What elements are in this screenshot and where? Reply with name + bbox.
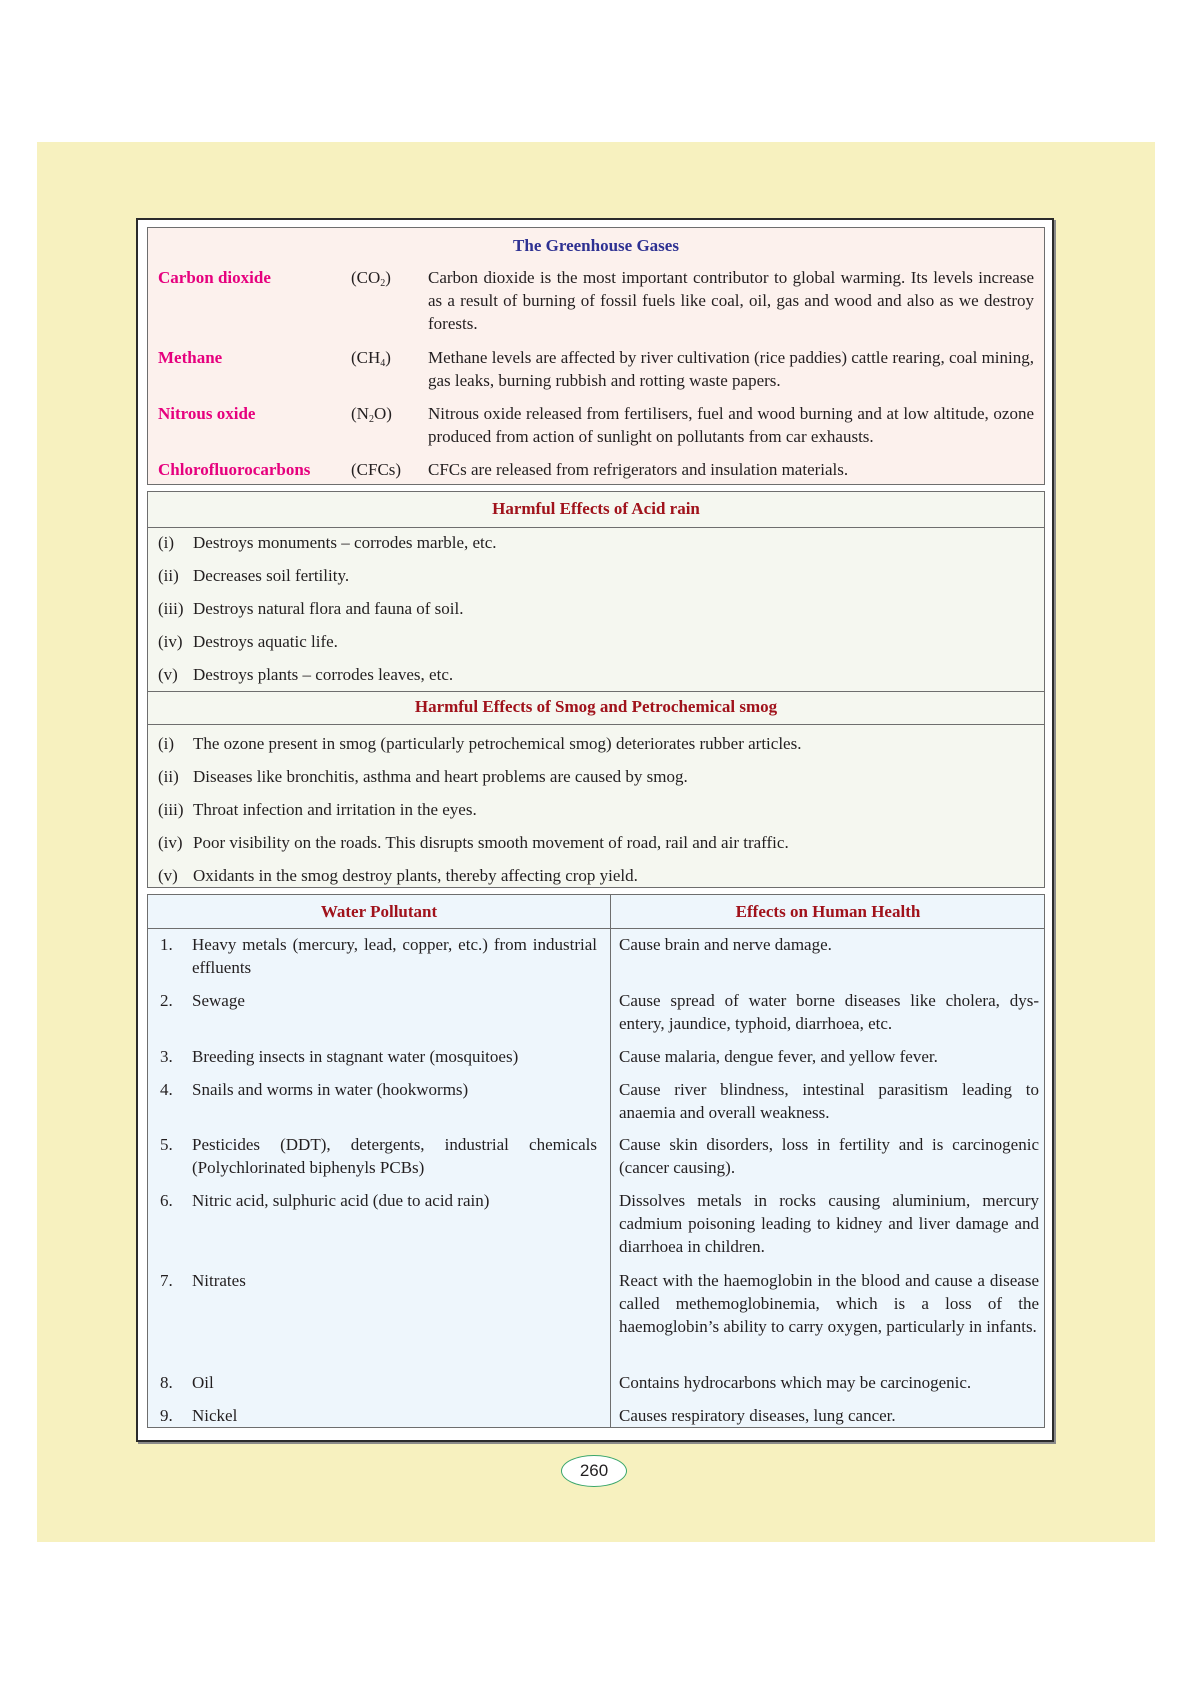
page-number: 260 — [561, 1455, 627, 1487]
pollutant-cell: Sewage — [192, 991, 245, 1010]
gas-formula: $(CH_4)$ — [351, 348, 391, 369]
acid-rain-smog-box — [147, 491, 1045, 888]
acid-rain-item: (v) Destroys plants – corrodes leaves, etc. — [158, 665, 454, 684]
pollutant-cell: Oil — [192, 1373, 214, 1392]
effect-cell: Cause skin disorders, loss in fertility and is carcinogenic (cancer causing). — [619, 1135, 1039, 1177]
greenhouse-gases-title: The Greenhouse Gases — [513, 236, 679, 255]
effect-cell: Cause river blindness, intestinal parasitism leading to anaemia and overall weakness. — [619, 1080, 1039, 1122]
smog-item: (iii) Throat infection and irritation in the eyes. — [158, 800, 477, 819]
gas-description: Methane levels are affected by river cultivation (rice paddies) cattle rearing, coal mining, gas leaks, burning rubbish and rotting waste papers. — [428, 348, 1034, 390]
effect-cell: Cause spread of water borne diseases like cholera, dys-entery, jaundice, typhoid, diarrhoea, etc. — [619, 991, 1039, 1033]
gas-name: Methane — [158, 348, 223, 367]
divider — [148, 724, 1044, 725]
content-frame — [136, 218, 1054, 1442]
pollutant-cell: Pesticides (DDT), detergents, industrial chemicals (Polychlorinated biphenyls PCBs) — [192, 1135, 597, 1177]
acid-rain-item: (iv) Destroys aquatic life. — [158, 632, 338, 651]
effect-cell: Dissolves metals in rocks causing aluminium, mercury cadmium poisoning leading to kidney and liver damage and diarrhoea in children. — [619, 1191, 1039, 1256]
smog-item: (ii) Diseases like bronchitis, asthma and heart problems are caused by smog. — [158, 767, 688, 786]
pollutant-cell: Snails and worms in water (hookworms) — [192, 1080, 469, 1099]
effect-cell: React with the haemoglobin in the blood and cause a disease called methemoglobinemia, which is a loss of the haemoglobin’s ability to carry oxygen, particularly in infants. — [619, 1271, 1039, 1336]
gas-name: Carbon dioxide — [158, 268, 271, 287]
water-pollutant-table: Water Pollutant Effects on Human Health 1. Heavy metals (mercury, lead, copper, etc.) from industrial effluents Cause brain and nerve damage. 2. Sewage Cause spread of water borne diseases like cholera, dys-entery, jaundice, typhoid, diarrhoea, etc. 3. Breeding insects in stagnant water (mosquitoes) Cause malaria, dengue fever, and yellow fever. 4. Snails and worms in water (hookworms) Cause river blindness, intestinal parasitism leading to anaemia and overall weakness. 5. Pesticides (DDT), detergents, industrial chemicals (Polychlorinated biphenyls PCBs) Cause skin disorders, loss in fertility and is carcinogenic (cancer causing). 6. Nitric acid, sulphuric acid (due to acid rain) Dissolves metals in rocks causing aluminium, mercury cadmium poisoning leading to kidney and liver damage and diarrhoea in children. 7. Nitrates React with the haemoglobin in the blood and cause a disease called methemoglobinemia, which is a loss of the haemoglobin’s ability to carry oxygen, particularly in infants. 8. Oil Contains hydrocarbons which may be carcinogenic. 9. Nickel Causes respiratory diseases, lung cancer. — [147, 894, 1045, 1428]
divider — [148, 691, 1044, 692]
effect-cell: Cause brain and nerve damage. — [619, 935, 832, 954]
gas-description: CFCs are released from refrigerators and insulation materials. — [428, 460, 849, 479]
acid-rain-title: Harmful Effects of Acid rain — [492, 499, 700, 518]
pollutant-cell: Nitric acid, sulphuric acid (due to acid rain) — [192, 1191, 490, 1210]
effect-cell: Contains hydrocarbons which may be carcinogenic. — [619, 1373, 972, 1392]
acid-rain-item: (i) Destroys monuments – corrodes marble, etc. — [158, 533, 497, 552]
pollutant-cell: Nitrates — [192, 1271, 246, 1290]
smog-item: (v) Oxidants in the smog destroy plants, thereby affecting crop yield. — [158, 866, 638, 885]
smog-title: Harmful Effects of Smog and Petrochemical smog — [414, 697, 778, 716]
header-water-pollutant: Water Pollutant — [320, 902, 438, 921]
gas-name: Nitrous oxide — [158, 404, 256, 423]
gas-name: Chlorofluorocarbons — [158, 460, 311, 479]
header-effects-on-health: Effects on Human Health — [735, 902, 921, 921]
acid-rain-item: (ii) Decreases soil fertility. — [158, 566, 350, 585]
gas-description: Carbon dioxide is the most important contributor to global warming. Its levels increase as a result of burning of fossil fuels like coal, oil, gas and wood and also as we destroy forests. — [428, 268, 1034, 333]
gas-formula: $(CO_2)$ — [351, 268, 391, 289]
effect-cell: Cause malaria, dengue fever, and yellow fever. — [619, 1047, 938, 1066]
pollutant-cell: Heavy metals (mercury, lead, copper, etc.) from industrial effluents — [192, 935, 597, 977]
divider — [148, 527, 1044, 528]
acid-rain-item: (iii) Destroys natural flora and fauna of soil. — [158, 599, 464, 618]
greenhouse-gases-box — [147, 227, 1045, 485]
gas-description: Nitrous oxide released from fertilisers, fuel and wood burning and at low altitude, ozone produced from action of sunlight on pollutants from car exhausts. — [428, 404, 1034, 446]
column-divider — [610, 895, 611, 1427]
smog-item: (iv) Poor visibility on the roads. This disrupts smooth movement of road, rail and air traffic. — [158, 833, 789, 852]
pollutant-cell: Nickel — [192, 1406, 238, 1425]
effect-cell: Causes respiratory diseases, lung cancer. — [619, 1406, 896, 1425]
pollutant-cell: Breeding insects in stagnant water (mosquitoes) — [192, 1047, 519, 1066]
divider — [148, 928, 1044, 929]
gas-formula: (CFCs) — [351, 460, 402, 479]
smog-item: (i) The ozone present in smog (particularly petrochemical smog) deteriorates rubber articles. — [158, 734, 802, 753]
gas-formula: $(N_2O)$ — [351, 404, 392, 425]
